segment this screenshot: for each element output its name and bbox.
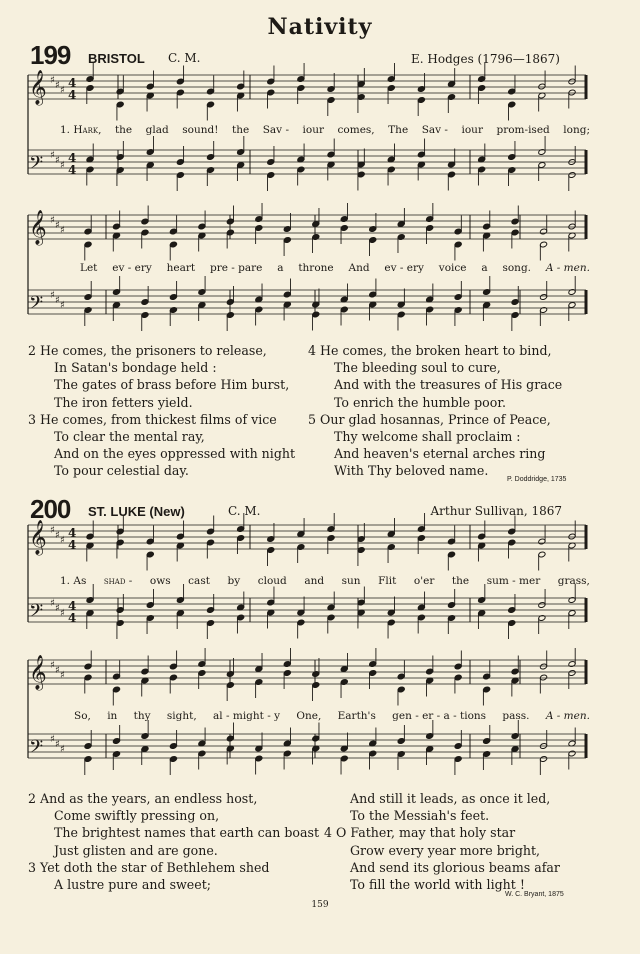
lyric-syllable: sound! bbox=[182, 124, 219, 136]
bass-clef: 𝄢 bbox=[29, 601, 44, 626]
tune-name-199: BRISTOL bbox=[88, 51, 145, 66]
sharp-icon: ♯ bbox=[55, 739, 60, 750]
time-signature: 4 bbox=[68, 88, 77, 102]
page-number: 159 bbox=[311, 900, 329, 910]
time-signature: 4 bbox=[68, 611, 77, 625]
treble-clef: 𝄞 bbox=[29, 210, 47, 245]
bass-clef: 𝄢 bbox=[29, 153, 44, 178]
sharp-icon: ♯ bbox=[50, 525, 55, 536]
verse-line: The gates of brass before Him burst, bbox=[54, 377, 290, 393]
lyric-line-199-2 bbox=[80, 262, 590, 274]
lyric-line-200-2 bbox=[74, 710, 590, 722]
section-title: Nativity bbox=[267, 14, 373, 40]
hymn-number-199: 199 bbox=[30, 40, 71, 70]
verse-line: A lustre pure and sweet; bbox=[54, 877, 212, 893]
lyric-syllable: One, bbox=[296, 710, 322, 722]
lyric-syllable: cast bbox=[188, 575, 210, 587]
sharp-icon: ♯ bbox=[60, 535, 65, 546]
verse-line: And still it leads, as once it led, bbox=[350, 791, 551, 806]
time-signature: 4 bbox=[68, 526, 77, 540]
lyric-syllable: iour bbox=[461, 124, 483, 136]
sharp-icon: ♯ bbox=[55, 220, 60, 231]
lyric-syllable: 1. As bbox=[60, 575, 87, 587]
sharp-icon: ♯ bbox=[50, 75, 55, 86]
lyric-syllable: voice bbox=[438, 262, 467, 274]
verse-line: Just glisten and are gone. bbox=[54, 842, 218, 858]
lyric-syllable: the bbox=[231, 124, 250, 136]
lyric-syllable: a bbox=[277, 262, 284, 274]
verse-line: Thy welcome shall proclaim : bbox=[334, 429, 521, 445]
verse-line: The iron fetters yield. bbox=[54, 394, 193, 410]
verse-line: In Satan's bondage held : bbox=[54, 360, 217, 376]
attribution-199: P. Doddridge, 1735 bbox=[507, 476, 567, 483]
lyric-syllable: Sav - bbox=[262, 124, 289, 136]
lyric-syllable: sun bbox=[341, 575, 361, 587]
sharp-icon: ♯ bbox=[60, 160, 65, 171]
lyric-syllable: sight, bbox=[166, 710, 197, 722]
sharp-icon: ♯ bbox=[60, 670, 65, 681]
composer-200: Arthur Sullivan, 1867 bbox=[430, 504, 562, 518]
verse-line: To enrich the humble poor. bbox=[334, 394, 506, 410]
lyric-line-199-1 bbox=[60, 124, 590, 136]
sharp-icon: ♯ bbox=[50, 215, 55, 226]
lyric-syllable: And bbox=[348, 262, 370, 274]
sharp-icon: ♯ bbox=[55, 530, 60, 541]
lyric-syllable: Earth's bbox=[337, 710, 376, 722]
sharp-icon: ♯ bbox=[55, 295, 60, 306]
sharp-icon: ♯ bbox=[55, 80, 60, 91]
lyric-syllable: thy bbox=[133, 710, 151, 722]
lyric-syllable: shad - bbox=[103, 575, 133, 587]
verse-line: 3 Yet doth the star of Bethlehem shed bbox=[28, 859, 270, 875]
verse-line: To clear the mental ray, bbox=[54, 429, 205, 445]
lyric-syllable: in bbox=[107, 710, 118, 722]
verse-line: The bleeding soul to cure, bbox=[334, 360, 501, 376]
verse-line: To the Messiah's feet. bbox=[350, 808, 490, 824]
lyric-line-200-1 bbox=[60, 575, 590, 587]
treble-clef: 𝄞 bbox=[29, 520, 47, 555]
lyric-syllable: A - men. bbox=[545, 262, 590, 274]
verse-line: To fill the world with light ! bbox=[350, 877, 525, 893]
lyric-syllable: and bbox=[304, 575, 325, 587]
verses-200-right bbox=[324, 790, 560, 893]
lyric-syllable: the bbox=[114, 124, 133, 136]
verses-200-left bbox=[28, 790, 319, 893]
meter-199: C. M. bbox=[168, 51, 201, 65]
attribution-200: W. C. Bryant, 1875 bbox=[505, 891, 564, 898]
lyric-syllable: heart bbox=[166, 262, 196, 274]
sharp-icon: ♯ bbox=[55, 603, 60, 614]
sharp-icon: ♯ bbox=[60, 744, 65, 755]
lyric-syllable: ev - ery bbox=[112, 262, 152, 274]
verse-line: The brightest names that earth can boast bbox=[54, 825, 320, 841]
bass-clef: 𝄢 bbox=[29, 737, 44, 762]
treble-clef: 𝄞 bbox=[29, 655, 47, 690]
lyric-syllable: grass, bbox=[557, 575, 590, 587]
verse-line: Come swiftly pressing on, bbox=[54, 808, 220, 824]
lyric-syllable: 1. Hark, bbox=[60, 124, 102, 136]
bass-clef: 𝄢 bbox=[29, 293, 44, 318]
verse-line: To pour celestial day. bbox=[54, 463, 189, 479]
sharp-icon: ♯ bbox=[50, 660, 55, 671]
lyric-syllable: song. bbox=[502, 262, 532, 274]
verse-line: And with the treasures of His grace bbox=[334, 377, 563, 393]
sharp-icon: ♯ bbox=[50, 598, 55, 609]
verse-line: And heaven's eternal arches ring bbox=[334, 446, 546, 462]
time-signature: 4 bbox=[68, 163, 77, 177]
time-signature: 4 bbox=[68, 599, 77, 613]
verse-line: 4 O Father, may that holy star bbox=[324, 825, 516, 841]
lyric-syllable: the bbox=[451, 575, 470, 587]
lyric-syllable: throne bbox=[298, 262, 334, 274]
lyric-syllable: gen - er - a - tions bbox=[392, 710, 487, 722]
time-signature: 4 bbox=[68, 538, 77, 552]
sharp-icon: ♯ bbox=[50, 290, 55, 301]
verse-line: 4 He comes, the broken heart to bind, bbox=[308, 343, 552, 358]
lyric-syllable: by bbox=[227, 575, 241, 587]
lyric-syllable: a bbox=[481, 262, 488, 274]
lyric-syllable: pre - pare bbox=[209, 262, 263, 274]
sharp-icon: ♯ bbox=[60, 300, 65, 311]
lyric-syllable: cloud bbox=[257, 575, 287, 587]
sharp-icon: ♯ bbox=[55, 665, 60, 676]
lyric-syllable: Flit bbox=[378, 575, 397, 587]
sharp-icon: ♯ bbox=[60, 85, 65, 96]
verse-line: 5 Our glad hosannas, Prince of Peace, bbox=[308, 411, 551, 427]
sharp-icon: ♯ bbox=[60, 608, 65, 619]
lyric-syllable: iour bbox=[302, 124, 324, 136]
lyric-syllable: The bbox=[388, 124, 409, 136]
lyric-syllable: sum - mer bbox=[486, 575, 541, 587]
lyric-syllable: long; bbox=[563, 124, 590, 136]
lyric-syllable: pass. bbox=[502, 710, 530, 722]
lyric-syllable: ows bbox=[149, 575, 171, 587]
lyric-syllable: ev - ery bbox=[384, 262, 424, 274]
sharp-icon: ♯ bbox=[60, 225, 65, 236]
verse-line: 2 He comes, the prisoners to release, bbox=[28, 343, 267, 358]
lyric-syllable: al - might - y bbox=[213, 710, 281, 722]
lyric-syllable: A - men. bbox=[545, 710, 590, 722]
hymn-number-200: 200 bbox=[30, 494, 71, 524]
lyric-syllable: Sav - bbox=[421, 124, 448, 136]
tune-name-200: ST. LUKE (New) bbox=[88, 504, 185, 519]
lyric-syllable: o'er bbox=[413, 575, 435, 587]
time-signature: 4 bbox=[68, 76, 77, 90]
verses-199-right bbox=[308, 342, 562, 480]
verse-line: And on the eyes oppressed with night bbox=[54, 446, 296, 462]
verse-line: And send its glorious beams afar bbox=[350, 859, 560, 875]
verse-line: With Thy beloved name. bbox=[334, 463, 489, 479]
sharp-icon: ♯ bbox=[55, 155, 60, 166]
sharp-icon: ♯ bbox=[50, 734, 55, 745]
lyric-syllable: glad bbox=[145, 124, 169, 136]
verse-line: Grow every year more bright, bbox=[350, 842, 541, 858]
lyric-syllable: prom-ised bbox=[496, 124, 550, 136]
meter-200: C. M. bbox=[228, 504, 261, 518]
lyric-syllable: Let bbox=[80, 262, 98, 274]
verse-line: 3 He comes, from thickest films of vice bbox=[28, 411, 277, 427]
verses-199-left bbox=[28, 342, 295, 480]
sharp-icon: ♯ bbox=[50, 150, 55, 161]
lyric-syllable: comes, bbox=[337, 124, 375, 136]
verse-line: 2 And as the years, an endless host, bbox=[28, 791, 258, 806]
composer-199: E. Hodges (1796—1867) bbox=[411, 52, 560, 66]
lyric-syllable: So, bbox=[74, 710, 91, 722]
time-signature: 4 bbox=[68, 151, 77, 165]
treble-clef: 𝄞 bbox=[29, 70, 47, 105]
